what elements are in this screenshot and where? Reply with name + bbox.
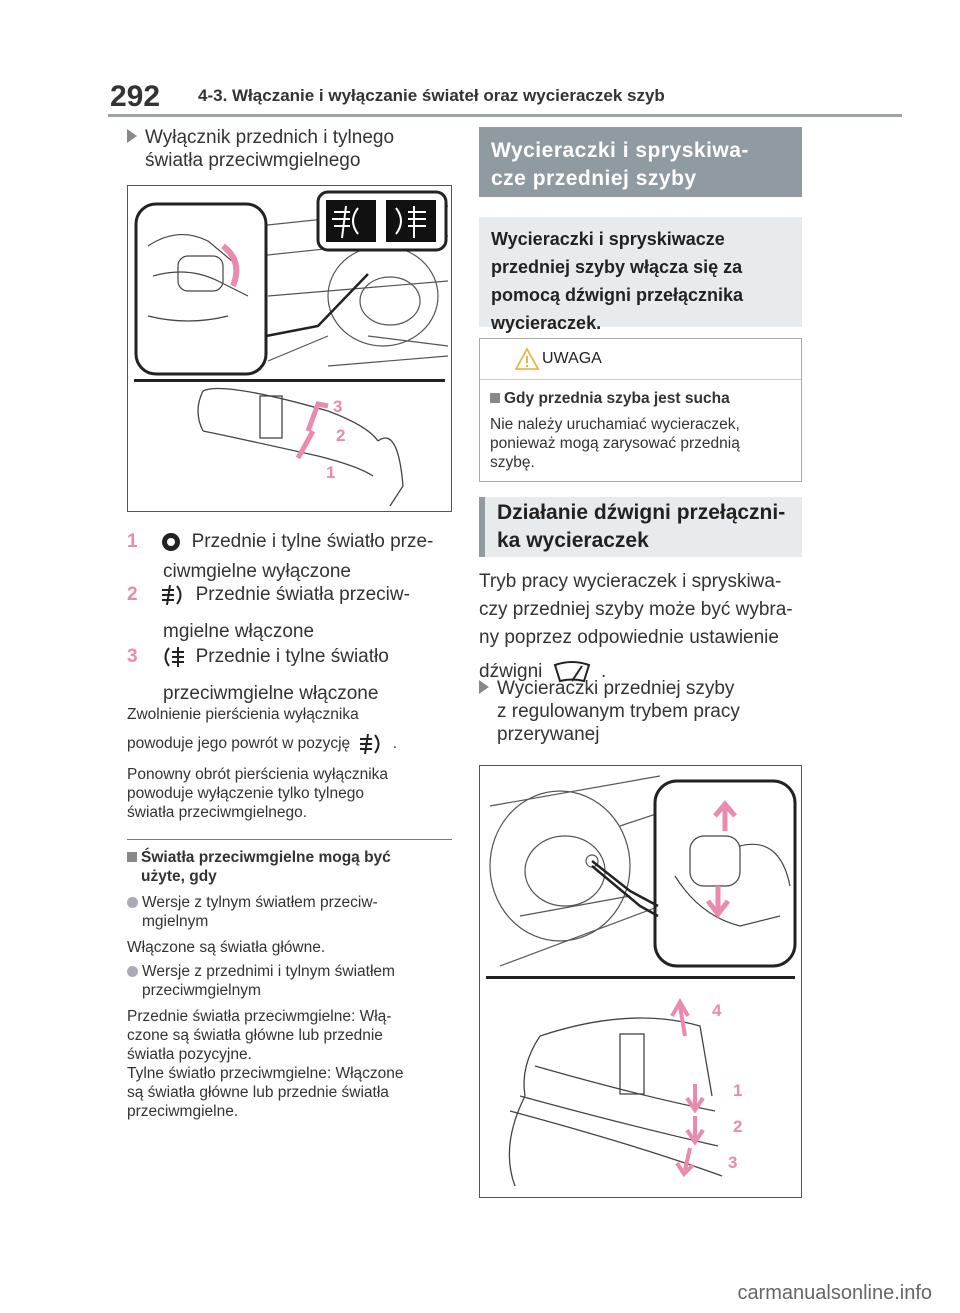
warning-triangle-icon [514,347,540,371]
watermark: carmanualsonline.info [737,1282,932,1304]
fig2-label-1: 1 [733,1081,743,1100]
fig1-label-2: 2 [336,426,346,445]
note-second-turn: Ponowny obrót pierścienia wyłącznika powoduje wyłączenie tylko tylnego światła przeciwmgielnego. [127,766,389,821]
front-fog-icon [160,583,186,607]
fig2-label-4: 4 [712,1001,722,1020]
figure-fog-switch [127,185,452,512]
warning-box [479,338,802,482]
section-title-fog-usable: Światła przeciwmgielne mogą być użyte, gdy [127,848,391,886]
header-rule [108,114,902,117]
sub-front-rear-fog: Wersje z przednimi i tylnym światłem przeciwmgielnym [127,962,395,1000]
list-item: 2 Przednie światła przeciw- mgielne włączone [127,584,410,642]
circle-bullet-icon [127,966,138,977]
section-rule [127,839,452,840]
bullet-intermittent: Wycieraczki przedniej szyby z regulowanym trybem pracy przerywanej [479,677,740,746]
list-item: 1 Przednie i tylne światło prze- ciwmgielne wyłączone [127,531,434,582]
sub-rear-fog: Wersje z tylnym światłem przeciw- mgielnym [127,893,378,931]
circle-bullet-icon [127,897,138,908]
section-banner-lever: Działanie dźwigni przełączni- ka wycieraczek [479,497,802,557]
list-item: 3 Przednie i tylne światło przeciwmgielne włączone [127,646,389,704]
section-banner-wipers: Wycieraczki i spryskiwa- cze przedniej szyby [479,127,802,197]
square-bullet-icon [127,852,137,862]
warning-header [480,339,801,380]
fig1-label-3: 3 [333,397,343,416]
sub-front-rear-fog-text: Przednie światła przeciwmgielne: Włą- czone są światła główne lub przednie światła pozycyjne. Tylne światło przeciwmgielne: Włączone są światła główne lub przednie światła przeciwmgielne. [127,1008,404,1120]
warning-title: Gdy przednia szyba jest sucha [490,389,730,408]
note-release: Zwolnienie pierścienia wyłącznika powoduje jego powrót w pozycję . [127,705,397,764]
fig2-label-2: 2 [733,1117,743,1136]
fog-off-icon [160,531,182,553]
fig2-label-3: 3 [728,1153,738,1172]
fig1-label-1: 1 [326,463,336,482]
wiper-lever-illustration [480,766,801,1197]
triangle-bullet-icon [479,680,489,694]
triangle-bullet-icon [127,129,137,143]
figure-wiper-lever [479,765,802,1198]
chapter-title: 4-3. Włączanie i wyłączanie świateł oraz wycieraczek szyb [198,86,665,105]
front-fog-icon [358,732,384,756]
square-bullet-icon [490,393,500,403]
lever-description: Tryb pracy wycieraczek i spryskiwa- czy przedniej szyby może być wybra- ny poprzez odpowiednie ustawienie dźwigni . [479,568,793,692]
warning-label: UWAGA [542,350,602,367]
intro-box: Wycieraczki i spryskiwacze przedniej szyby włącza się za pomocą dźwigni przełącznika wycieraczek. [479,217,802,327]
sub-rear-fog-text: Włączone są światła główne. [127,939,326,956]
page-number: 292 [110,80,161,113]
bullet-fog-switch: Wyłącznik przednich i tylnego światła przeciwmgielnego [127,126,394,172]
rear-fog-icon [160,645,186,669]
fog-switch-illustration [128,186,451,511]
warning-text: Nie należy uruchamiać wycieraczek, ponieważ mogą zarysować przednią szybę. [490,416,740,471]
